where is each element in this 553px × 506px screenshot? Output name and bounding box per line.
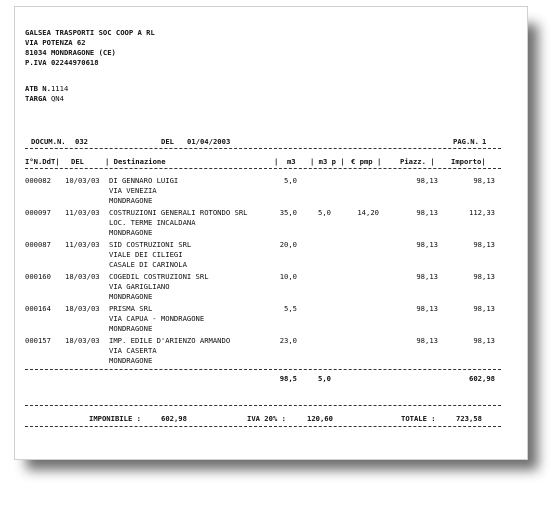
total-m3p: 5,0 [318, 374, 331, 383]
totale-value: 723,58 [456, 414, 482, 423]
header-pmp: € pmp | [351, 157, 382, 166]
imponibile-value: 602,98 [161, 414, 187, 423]
row-destination-line: VIA CAPUA - MONDRAGONE [109, 314, 205, 323]
row-m3: 35,0 [279, 208, 297, 217]
row-date: 18/03/03 [65, 272, 100, 281]
row-piazz: 98,13 [416, 208, 438, 217]
separator-summary-bottom [25, 426, 501, 427]
totale-label: TOTALE : [401, 414, 436, 423]
docum-label: DOCUM.N. [31, 137, 66, 146]
row-importo: 98,13 [473, 336, 495, 345]
document-date: 01/04/2003 [187, 137, 231, 146]
row-m3: 23,0 [279, 336, 297, 345]
header-importo: Importo| [451, 157, 486, 166]
row-destination-line: CASALE DI CARINOLA [109, 260, 187, 269]
company-address: VIA POTENZA 62 [25, 38, 86, 47]
header-m3: | m3 [274, 157, 296, 166]
row-destination-line: COSTRUZIONI GENERALI ROTONDO SRL [109, 208, 248, 217]
row-importo: 98,13 [473, 304, 495, 313]
targa-value: QN4 [50, 94, 64, 103]
row-ddt: 000160 [25, 272, 51, 281]
imponibile-label: IMPONIBILE : [89, 414, 141, 423]
docum-number: 032 [75, 137, 88, 146]
row-ddt: 000157 [25, 336, 51, 345]
row-destination-line: VIA CASERTA [109, 346, 157, 355]
row-destination-line: COGEDIL COSTRUZIONI SRL [109, 272, 209, 281]
row-importo: 98,13 [473, 176, 495, 185]
row-importo: 98,13 [473, 240, 495, 249]
header-m3p: | m3 p | [310, 157, 345, 166]
row-piazz: 98,13 [416, 176, 438, 185]
row-date: 11/03/03 [65, 208, 100, 217]
row-destination-line: IMP. EDILE D'ARIENZO ARMANDO [109, 336, 231, 345]
atb-label: ATB N. [25, 84, 51, 93]
separator-header [25, 168, 501, 169]
header-destinazione: | Destinazione [105, 157, 166, 166]
row-piazz: 98,13 [416, 240, 438, 249]
total-importo: 602,98 [469, 374, 495, 383]
row-importo: 98,13 [473, 272, 495, 281]
row-destination-line: MONDRAGONE [109, 292, 153, 301]
row-destination-line: VIALE DEI CILIEGI [109, 250, 183, 259]
row-destination-line: PRISMA SRL [109, 304, 153, 313]
header-del: DEL [71, 157, 84, 166]
row-m3: 10,0 [279, 272, 297, 281]
atb-value: 1114 [50, 84, 69, 93]
row-date: 18/03/03 [65, 336, 100, 345]
row-ddt: 000082 [25, 176, 51, 185]
row-piazz: 98,13 [416, 304, 438, 313]
company-name: GALSEA TRASPORTI SOC COOP A RL [25, 28, 155, 37]
total-m3: 98,5 [279, 374, 297, 383]
row-destination-line: MONDRAGONE [109, 228, 153, 237]
row-destination-line: VIA GARIGLIANO [109, 282, 170, 291]
iva-label: IVA 20% : [247, 414, 286, 423]
header-piazz: Piazz. | [400, 157, 435, 166]
row-destination-line: SID COSTRUZIONI SRL [109, 240, 192, 249]
targa-line [25, 95, 64, 102]
row-date: 11/03/03 [65, 240, 100, 249]
row-destination-line: MONDRAGONE [109, 324, 153, 333]
company-city: 81034 MONDRAGONE (CE) [25, 48, 116, 57]
row-ddt: 000097 [25, 208, 51, 217]
row-importo: 112,33 [469, 208, 495, 217]
row-pmp: 14,20 [357, 208, 379, 217]
row-m3: 5,0 [284, 176, 297, 185]
atb-line [25, 85, 68, 92]
targa-label: TARGA [25, 94, 47, 103]
separator-top [25, 148, 501, 149]
invoice-page [14, 6, 528, 460]
page-number: 1 [482, 137, 487, 146]
row-destination-line: VIA VENEZIA [109, 186, 157, 195]
row-piazz: 98,13 [416, 336, 438, 345]
separator-summary-top [25, 405, 501, 406]
row-destination-line: MONDRAGONE [109, 196, 153, 205]
header-ddt: I°N.DdT| [25, 157, 60, 166]
row-m3: 5,5 [284, 304, 297, 313]
row-m3p: 5,0 [318, 208, 331, 217]
separator-bottom [25, 369, 501, 370]
row-destination-line: MONDRAGONE [109, 356, 153, 365]
row-date: 18/03/03 [65, 304, 100, 313]
row-piazz: 98,13 [416, 272, 438, 281]
page-label: PAG.N. [453, 137, 479, 146]
date-label: DEL [161, 137, 174, 146]
company-vat: P.IVA 02244970618 [25, 58, 99, 67]
row-destination-line: DI GENNARO LUIGI [109, 176, 179, 185]
row-m3: 20,0 [279, 240, 297, 249]
row-ddt: 000087 [25, 240, 51, 249]
row-date: 10/03/03 [65, 176, 100, 185]
row-ddt: 000164 [25, 304, 51, 313]
iva-value: 120,60 [307, 414, 333, 423]
row-destination-line: LOC. TERME INCALDANA [109, 218, 196, 227]
